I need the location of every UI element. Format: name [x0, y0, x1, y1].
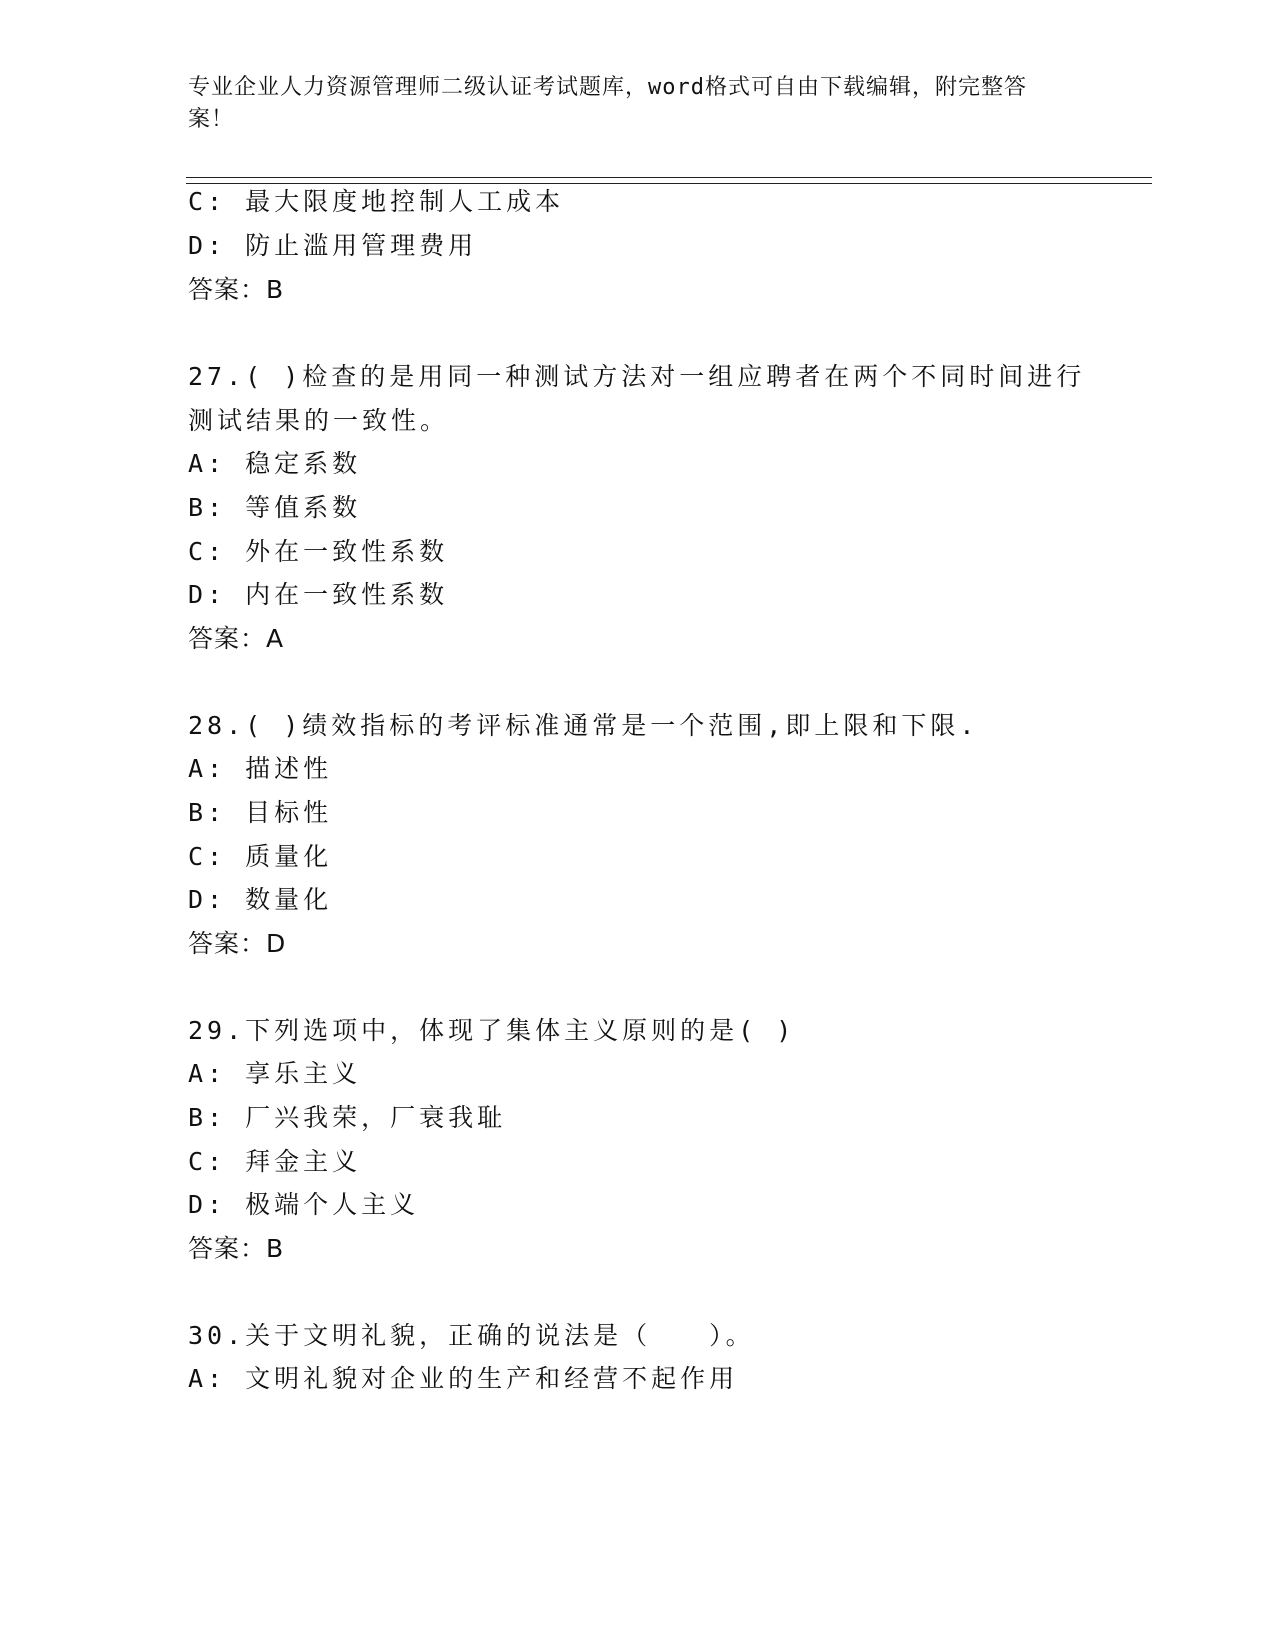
- question-28-option-c: C: 质量化: [188, 842, 333, 871]
- header-divider-bottom: [186, 183, 1152, 184]
- question-27-option-c: C: 外在一致性系数: [188, 537, 449, 566]
- question-28-option-b: B: 目标性: [188, 798, 333, 827]
- question-29-answer: 答案：B: [188, 1234, 285, 1263]
- question-27-stem-line1: 27.( )检查的是用同一种测试方法对一组应聘者在两个不同时间进行: [188, 362, 1086, 391]
- question-27-stem-line2: 测试结果的一致性。: [188, 406, 450, 435]
- question-29-stem: 29.下列选项中，体现了集体主义原则的是( ): [188, 1016, 796, 1045]
- question-26-option-c: C: 最大限度地控制人工成本: [188, 187, 565, 216]
- question-28-option-a: A: 描述性: [188, 754, 333, 783]
- question-27-option-d: D: 内在一致性系数: [188, 580, 449, 609]
- question-28-answer: 答案：D: [188, 929, 287, 958]
- question-29-option-d: D: 极端个人主义: [188, 1190, 420, 1219]
- header-divider-top: [186, 177, 1152, 178]
- question-29-option-a: A: 享乐主义: [188, 1059, 362, 1088]
- question-27-option-b: B: 等值系数: [188, 493, 362, 522]
- question-28-option-d: D: 数量化: [188, 885, 333, 914]
- question-29-option-b: B: 厂兴我荣，厂衰我耻: [188, 1103, 507, 1132]
- question-27-answer: 答案：A: [188, 624, 285, 653]
- question-29-option-c: C: 拜金主义: [188, 1147, 362, 1176]
- question-28-stem: 28.( )绩效指标的考评标准通常是一个范围,即上限和下限.: [188, 711, 979, 740]
- question-30-stem: 30.关于文明礼貌，正确的说法是（ ）。: [188, 1321, 755, 1350]
- question-27-option-a: A: 稳定系数: [188, 449, 362, 478]
- question-30-option-a: A: 文明礼貌对企业的生产和经营不起作用: [188, 1364, 739, 1393]
- question-26-answer: 答案：B: [188, 275, 285, 304]
- document-header: 专业企业人力资源管理师二级认证考试题库，word格式可自由下载编辑，附完整答案！: [188, 75, 1027, 132]
- question-26-option-d: D: 防止滥用管理费用: [188, 231, 478, 260]
